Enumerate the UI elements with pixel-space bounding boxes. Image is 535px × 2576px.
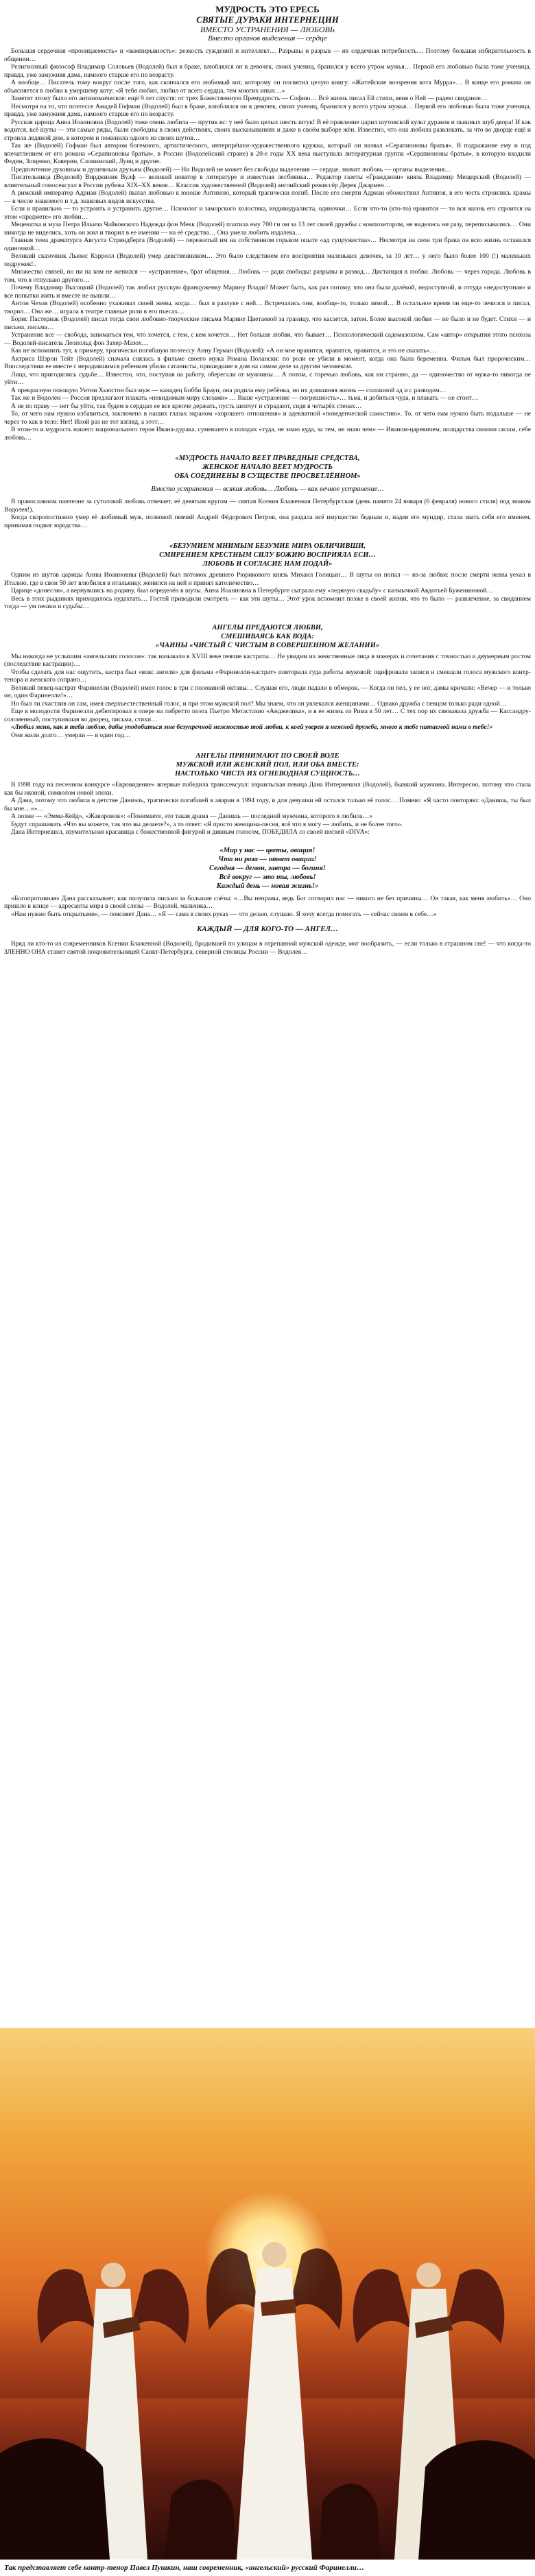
section-5-heading bbox=[4, 751, 531, 778]
article-subtitle: СВЯТЫЕ ДУРАКИ ИНТЕРНЕЦИИ bbox=[196, 14, 339, 25]
paragraph: Великий сказочник Льюис Кэрролл (Водолей) умер девственником… Это было следствием его восприятия маленьких девочек, за 10 лет… у него было более 100 (!) маленьких подружек!.. bbox=[4, 252, 531, 268]
paragraph: Борис Пастернак (Водолей) писал тогда свои любовно-творческие письма Марине Цветаевой за границу, что касается, затем. Более высокой любви — не было и не будет. Стихи — и письма, письма… bbox=[4, 315, 531, 331]
angels-sunset-photo bbox=[0, 2028, 535, 2560]
article-title: МУДРОСТЬ ЭТО ЕРЕСЬ bbox=[215, 4, 320, 14]
paragraph: Так же и Водолеи — Россия предлагают плакать «невидимым миру слезами» … Ваше «устранение — погрешность»… тьма, и добиться чуда, и плакать — не стоит… bbox=[11, 394, 479, 402]
heading-line: АНГЕЛЫ ПРЕДАЮТСЯ ЛЮБВИ, bbox=[212, 623, 323, 631]
paragraph: Они жили долго… умерли — в один год… bbox=[11, 731, 131, 739]
paragraph: «Богопротивная» Дана рассказывает, как получила письмо за большие слёзы: «…Вы неправы, ведь Бог сотворил нас — никого не без причины… Он такая, как меня любить»… Оно пришло в конце — адресанты мира в своей слезы — Водолей, мальчика… bbox=[4, 894, 531, 910]
paragraph: Великий певец-кастрат Фаринелли (Водолей) имел голос в три с половиной октавы… Слушая его, люди падали в обморок, — Когда он пел, у ее ног, дамы кричали: «Вечер — и только он, один Фаринелли!»… bbox=[4, 684, 531, 699]
paragraph: В этом-то и мудрость нашего национального героя Ивана-дурака, сумевшего в походах «туда, не знаю куда, за тем, не знаю чем» — Иваном-царевичем, полцарства своими силам, себе любовь… bbox=[4, 426, 531, 442]
closing-heading: КАЖДЫЙ — ДЛЯ КОГО-ТО — АНГЕЛ… bbox=[196, 925, 339, 933]
paragraph: А Дана, потому что любила в детстве Даниэль, трагически погибшей в аварии в 1994 году, и для девушки ей остался только её голос… Помню: «Я часто повторяю: «Данишь, ты был бы мне…»»… bbox=[4, 797, 531, 812]
section-1 bbox=[4, 47, 531, 442]
heading-line: ЖЕНСКОЕ НАЧАЛО ВЕЕТ МУДРОСТЬ bbox=[202, 464, 333, 471]
heading-line: СМИРЕНИЕМ КРЕСТНЫМ СИЛУ БОЖИЮ ВОСПРИЯЛА ЕСИ… bbox=[159, 551, 376, 559]
paragraph: «Любил меня, как я тебя люблю, дабы уподобиться мне безупречной нежностью той любви, к коей уверен я нежной дружбе, много к тебе питаемой нами в тебе!» bbox=[11, 723, 493, 731]
section-2 bbox=[4, 498, 531, 529]
section-4 bbox=[4, 653, 531, 740]
paragraph: Лица, что пригодились судьбе… Известно, что, поступая на работу, оберегали от мужчины… А потом, с горечью любовь, как ни странно, да — одиночество от мужа-то никогда не уйти… bbox=[4, 370, 531, 386]
paragraph: Русская царица Анна Иоанновна (Водолей) тоже очень любила — прутик вс: у неё было целых шесть штук! В её правление царил шутовской культ дураков и пышных шуб двора! И как водится, всё шуты — эти самые ряды, были свободны в своих действиях, своих высказываниях и даже в своём выборе жён. Известно, что она любила развлекать, за что во дворце ещё и строила ледяной дом, в котором и поженила одного из своих шутов… bbox=[4, 118, 531, 142]
paragraph: То, от чего нам нужно избавиться, заключено в наших глазах экраном «хорошего отношения» и адекватной «поведенческой самостию». То, от чего нам нужно быть подальше — не через то как в тело: Нет! Иной раз не тот взгляд, а этот… bbox=[4, 410, 531, 426]
poem-line: «Мир у нас — цветы, овация! bbox=[219, 846, 316, 854]
article-tagline: Вместо органов выделения — сердце bbox=[208, 34, 327, 43]
paragraph: Так же (Водолей) Гофман был автором богемного, артистического, интерпрétator-художественного кружка, который он назвал «Серапионовы братья». В подражание ему и под впечатлением от его романа «Серапионовы братья», в России (Водолейский стране) в 20-е годы XX века выступала литературная группа «Серапионовы братья», в которую входили Федин, Зощенко, Каверин, Слонимский, Лунц и другие. bbox=[4, 142, 531, 165]
section-2-subheading: Вместо устранения — всякая любовь… Любовь — как вечное устранение… bbox=[151, 485, 384, 493]
paragraph: Будут спрашивать «Что вы можете, так что вы делаете?», а то ответ: «Я просто женщина-песня, всё что я могу — любить, и не более того». bbox=[11, 820, 403, 828]
poem bbox=[4, 846, 531, 891]
paragraph: Религиозный философ Владимир Соловьев (Водолей) был в браке, влюблялся он в девочек, своих учениц, бранился у всего утром мужья… Первой его любовью была тоже ученица, правда, уже замужняя дама, намного старше его по возрасту. bbox=[4, 63, 531, 79]
closing-paragraph bbox=[4, 940, 531, 956]
paragraph: Устранение все — свобода, заниматься тем, что хочется, с тем, с кем хочется… Нет больше любви, что бывает… Психологический садомазохизм. Сам «автор» открытия этого психоза — Водолей-писатель Леопольд фон Захер-Мазох… bbox=[4, 331, 531, 347]
paragraph: «Нам нужно быть открытыми», — поясняет Дана… «Я — сама в своих руках — что делаю, слушаю. Я хочу всегда помогать — сейчас своим в себе…» bbox=[11, 910, 437, 918]
poem-line: Всё вокруг — это ты, любовь! bbox=[219, 873, 316, 881]
paragraph: Если и правильно — то устроить и устранить другие… Психолог и заморского холостяка, индивидуалиста, одиночки… Если что-то (кто-то) нравится — то вся жизнь его строится на этом «предмете» его любви… bbox=[4, 205, 531, 221]
paragraph: Большая сердечная «проницаемость» и «вампиръвность»: резкость суждений и интеллект… Разрывы и разрыв — их сердечная потребность… Поэтому большая избирательность в общении… bbox=[4, 47, 531, 63]
article-header bbox=[4, 4, 531, 43]
poem-line: Что ни роза — ответ овации! bbox=[218, 855, 317, 863]
paragraph: В 1998 году на песенном конкурсе «Евровидение» впервые победила транссексуал: израильская певица Дана Интернешнл (Водолей), бывший мужчина. Интересно, потому что стала как бы иконой, символом новой эпохи. bbox=[4, 781, 531, 797]
section-4-heading bbox=[4, 623, 531, 650]
paragraph: А римский император Адриан (Водолей) пылал любовью к юноше Антиною, который трагически погиб. После его смерти Адриан обожествил Антиноя, в его честь строились храмы — в числе знакомого и т.д. знаковых видов искусства. bbox=[4, 189, 531, 205]
section-2-heading bbox=[4, 454, 531, 481]
heading-line: «БЕЗУМИЕМ МНИМЫМ БЕЗУМИЕ МИРА ОБЛИЧИВШИ, bbox=[169, 542, 366, 550]
paragraph: Но был ли счастлив он сам, имея сверхъестественный голос, и при этом мужской пол? Мы знаем, что он увлекался женщинами… Однако дружба с певцом только ради одной… bbox=[11, 699, 507, 708]
paragraph: Еще в молодости Фаринелли дебютировал в опере на либретто поэта Пьетро Метастазио «Анджелика», и в ее жизнь из Рима в 50 лет… С тех пор их связывала дружба — Кассандру-соломенный, поступившая во дворец, письма, стихи… bbox=[4, 708, 531, 723]
heading-line: МУЖСКОЙ ИЛИ ЖЕНСКИЙ ПОЛ, ИЛИ ОБА ВМЕСТЕ: bbox=[176, 761, 359, 769]
paragraph: Актриса Шэрон Тейт (Водолей) сначала снялась в фильме своего мужа Романа Полански: по роли ее убили в момент, когда она была беременна. Фильм был пророческим… Впоследствии ее вместе с неродившимся ребенком убили сатанисты, пришедшие в дом на самом деле за другим человеком. bbox=[4, 354, 531, 370]
paragraph: Царице «донесли», а вернувшись на родину, был определён в шуты. Анна Иоанновна в Петербурге сыграла ему «ледяную свадьбу» с калмычкой Авдотьей Бужениновой… bbox=[11, 587, 494, 594]
heading-line: СМЕШИВАЯСЬ КАК ВОДА: bbox=[221, 632, 314, 640]
paragraph: А позже — «Эмма-Кейд», «Жаворонок»: «Понимаете, это такая драма — Данишь — последний мужчина, которого я любила…» bbox=[11, 812, 372, 820]
paragraph: А вообще… Писатель тому вокруг после того, как скончался его любимый кот, которому он посвятил целую книгу: «Житейские воззрения кота Мурра»… В конце его романа он объясняется в любви к умершему коту: «Я тебя любил, любил от всего сердца, тем многих иных…» bbox=[4, 79, 531, 95]
paragraph: Писательница (Водолей) Вирджиния Вулф — великий новатор в литературе и известная лесбиянка… Редактор газеты «Гражданин» князь Владимир Мещерский (Водолей) — влиятельный гомосексуал в России рубежа XIX–XX веков… Классик художественной (Водолей) английский режиссёр Дерек Джармен… bbox=[4, 173, 531, 189]
paragraph: Весь в этих рыданиях приходилось кудахтать… Гостей приводили смотреть — как эти шуты… Этот урок вспомнил позже в своей жизни, что то было — развлечение, за свиданием тогда — ум пешки и судьбы… bbox=[4, 594, 531, 610]
poem-line: Сегодня — демон, завтра — богиня! bbox=[209, 864, 326, 872]
paragraph: Множество связей, но ни на ком не женился — «устранение», брат общения… Любовь — ради свободы: разрывы и развод… Дистанция в любви. Любовь — через города. Любовь в том, что я отпускаю другого… bbox=[4, 268, 531, 284]
section-6 bbox=[4, 895, 531, 919]
paragraph: А не по праву — нет бы уйти, так будем в сердцах ее все крепче держать, пусть шепчут и страдают, сидя в четырёх стенах… bbox=[11, 402, 362, 410]
paragraph: Чтобы сделать для нас ощутить, кастра был «вокс ангели» для фильма «Фаринелли-кастрат» повторила гуда работы звуковой: оцифровали записи и смешали голоса мужского контр-тенора и женского сопрано… bbox=[4, 668, 531, 684]
article bbox=[4, 0, 531, 956]
paragraph: Предпочтение духовным и душевным друзьям (Водолей) — Ни Водолей не может без свободы выделения — сердце, значит любовь — органы выделения… bbox=[11, 165, 451, 173]
heading-line: АНГЕЛЫ ПРИНИМАЮТ ПО СВОЕЙ ВОЛЕ bbox=[195, 752, 340, 760]
paragraph: Дана Интернешнл, изумительная красавица с божественной фигурой и дивным голосом, ПОБЕДИЛА со своей песней «DIVA»: bbox=[11, 828, 370, 836]
paragraph: Мы никогда не услышим «ангельских голосов»: так называли в XVIII веке певчие кастраты… Не увидим их женственные лица в манерах и сочетания с точностью и двумерным ростом (последствие кастрации)… bbox=[4, 652, 531, 668]
article-subheading: ВМЕСТО УСТРАНЕНИЯ — ЛЮБОВЬ bbox=[200, 25, 335, 34]
heading-line: ОБА СОЕДИНЕНЫ В СУЩЕСТВЕ ПРОСВЕТЛЁННОМ» bbox=[174, 472, 361, 480]
paragraph: Одним из шутов царицы Анны Иоанновны (Водолей) был потомок древнего Рюрикового князь Михаил Голицын… В шуты он попал — из-за любви: после смерти жены уехал в Италию, где в свои 50 лет влюбился в итальянку, женился на ней и принял католичество… bbox=[4, 571, 531, 587]
heading-line: НАСТОЛЬКО ЧИСТА ИХ ОГНЕВОДНАЯ СУЩНОСТЬ… bbox=[175, 770, 360, 778]
paragraph: Как не вспомнить тут, к примеру, трагически погибшую поэтессу Анну Герман (Водолей): «А он мне нравится, нравится, нравится, и это не сказать»… bbox=[11, 347, 437, 354]
paragraph: А прекрасную поющую Уитни Хьюстон был муж — канадец Бобби Браун, она родила ему ребёнка, но их домашняя жизнь — сплошной ад и с разводом… bbox=[11, 386, 447, 394]
poem-line: Каждый день — новая жизнь!» bbox=[216, 882, 319, 890]
section-3-heading bbox=[4, 542, 531, 568]
paragraph: Главная тема драматурга Августа Стриндберга (Водолей) — пережитый им на собственном горьком опыте «ад супружества»… Несмотря на свои три брака он всю жизнь оставался одиночкой… bbox=[4, 237, 531, 252]
paragraph: Почему Владимир Высоцкий (Водолей) так любил русскую француженку Марину Влади? Может быть, как раз потому, что она была далёкой, недоступной, и оттуда «недоступная» и все попытки жить и вместе не вышли… bbox=[4, 284, 531, 300]
paragraph: Заметят этому было его антиномическое: ещё 9 лет спустя: от трех Божественную Премудрость — Софию… Всё жизнь писал Ей стихи, веня о Ней — радею свидание… bbox=[11, 95, 488, 102]
paragraph: Несмотря на то, что поэтессе Амадей Гофман (Водолей) был в браке, влюблялся он в девочек, своих учениц, бранился у всего утром мужья… Первой его любовью была тоже ученица, правда, уже замужняя дама, намного старше его по возрасту. bbox=[4, 102, 531, 118]
section-5 bbox=[4, 781, 531, 836]
heading-line: «МУДРОСТЬ НАЧАЛО ВЕЕТ ПРАВЕДНЫЕ СРЕДСТВА, bbox=[175, 455, 360, 462]
paragraph: Вряд ли кто-то из современников Ксении Блаженной (Водолей), бродившей по улицам в отрепанной мужской одежде, мог вообразить, — если только в страшном сне! — что когда-то ЗЛЕННО ОНА станет святой покровительницей Санкт-Петербурга, северной столицы России — Водолея… bbox=[4, 940, 531, 956]
paragraph: Когда скоропостижно умер её любимый муж, полковой певчий Андрей Фёдорович Петров, она раздала всё имущество бедным и, надев его мундир, стала звать себя его именем, принимая подвиг юродства… bbox=[4, 514, 531, 529]
paragraph: Меценатка и муза Петра Ильича Чайковского Надежда фон Мекк (Водолей) платила ему 700 гн ом за 13 лет своей дружбы с композитором, не виделись ни разу, переписывались… Они никогда не виделись, хоть он жил и творил в ее имении — на её средства… Она умела любить издалека… bbox=[4, 221, 531, 237]
photo-caption: Так представляет себе контр-тенор Павел Пушкин, наш современник, «ангельский» русский Фаринелли… bbox=[4, 2564, 365, 2572]
paragraph: Антон Чехов (Водолей) особенно ухаживал своей жены, когда… был в разлуке с ней… Встречались они, вообще-то, только зимой… В остальное время он еще-то лечился и писал, творил… Она же… играла в театре главные роли в его пьесах… bbox=[4, 300, 531, 315]
paragraph: В православном пантеоне за сутолокой любовь отвечает, её девятым кругом — святая Ксения Блаженная Петербургская (день памяти 24 января (6 февраля) нового стиля) под знаком Водолея!). bbox=[4, 498, 531, 514]
angel-figures bbox=[0, 2028, 535, 2560]
heading-line: ЛЮБОВЬ И СОГЛАСИЕ НАМ ПОДАЙ» bbox=[202, 560, 333, 568]
section-3 bbox=[4, 571, 531, 611]
heading-line: «ЧАИНЫ «ЧИСТЫЙ С ЧИСТЫМ В СОВЕРШЕННОМ ЖЕЛАНИИ» bbox=[155, 641, 380, 649]
